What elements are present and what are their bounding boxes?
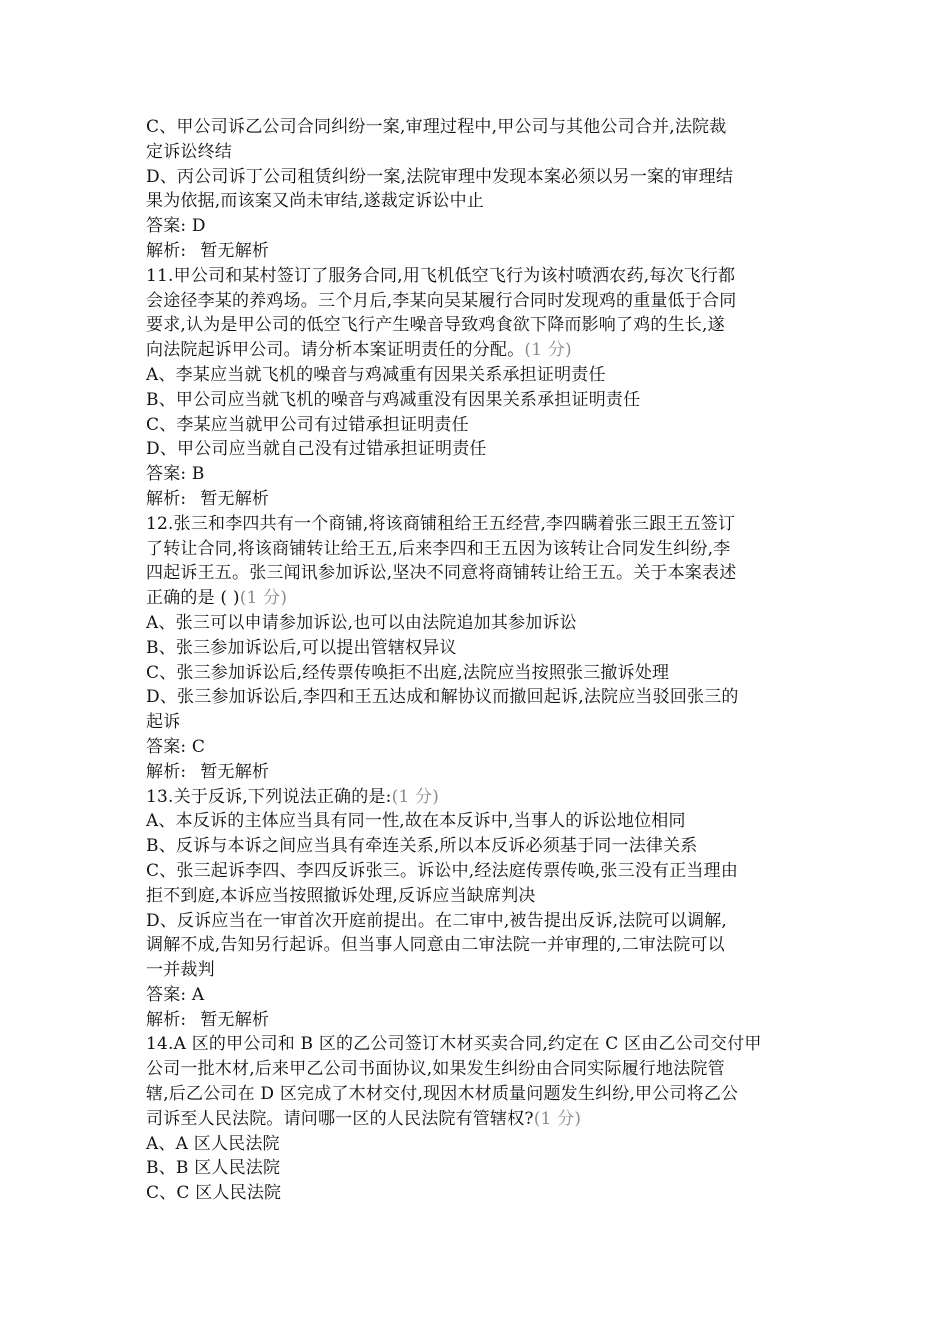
q10-option-c-line-2: 定诉讼终结 xyxy=(146,141,232,162)
q11-stem-line-2: 会途径李某的养鸡场。三个月后,李某向吴某履行合同时发现鸡的重量低于合同 xyxy=(146,290,737,311)
q13-analysis-value: 暂无解析 xyxy=(200,1009,270,1030)
q11-stem-text: 向法院起诉甲公司。请分析本案证明责任的分配。 xyxy=(146,340,525,361)
q14-stem-line-3: 辖,后乙公司在 D 区完成了木材交付,现因木材质量问题发生纠纷,甲公司将乙公 xyxy=(146,1084,739,1105)
q13-option-d-line-3: 一并裁判 xyxy=(146,960,215,981)
q10-option-c-line-1: C、甲公司诉乙公司合同纠纷一案,审理过程中,甲公司与其他公司合并,法院裁 xyxy=(146,117,727,137)
q13-option-c-line-1: C、张三起诉李四、李四反诉张三。诉讼中,经法庭传票传唤,张三没有正当理由 xyxy=(146,860,739,881)
q13-option-b: B、反诉与本诉之间应当具有牵连关系,所以本反诉必须基于同一法律关系 xyxy=(146,836,698,857)
q10-analysis xyxy=(146,239,816,264)
q11-analysis xyxy=(146,487,816,512)
q13-score: (1 分) xyxy=(391,786,440,807)
q12-stem-text: 正确的是 ( ) xyxy=(146,588,240,609)
q13-analysis xyxy=(146,1008,816,1033)
q12-answer: 答案: C xyxy=(146,736,206,757)
q11-option-d: D、甲公司应当就自己没有过错承担证明责任 xyxy=(146,439,487,460)
q11-option-c: C、李某应当就甲公司有过错承担证明责任 xyxy=(146,414,469,435)
q13-option-a: A、本反诉的主体应当具有同一性,故在本反诉中,当事人的诉讼地位相同 xyxy=(146,811,686,832)
q11-stem-line-3: 要求,认为是甲公司的低空飞行产生噪音导致鸡食欲下降而影响了鸡的生长,遂 xyxy=(146,315,725,336)
q10-answer: 答案: D xyxy=(146,216,206,237)
q13-option-d-line-1: D、反诉应当在一审首次开庭前提出。在二审中,被告提出反诉,法院可以调解, xyxy=(146,910,728,931)
q12-stem-line-2: 了转让合同,将该商铺转让给王五,后来李四和王五因为该转让合同发生纠纷,李 xyxy=(146,538,731,559)
q14-option-a: A、A 区人民法院 xyxy=(146,1133,280,1154)
q11-option-a: A、李某应当就飞机的噪音与鸡减重有因果关系承担证明责任 xyxy=(146,364,606,385)
q14-stem-line-4 xyxy=(146,1107,816,1132)
q13-answer: 答案: A xyxy=(146,984,205,1005)
q12-option-d-line-1: D、张三参加诉讼后,李四和王五达成和解协议而撤回起诉,法院应当驳回张三的 xyxy=(146,687,739,708)
q11-stem-line-4 xyxy=(146,338,816,363)
q11-analysis-label: 解析: xyxy=(146,488,187,509)
q12-stem-line-4 xyxy=(146,586,816,611)
q12-option-b: B、张三参加诉讼后,可以提出管辖权异议 xyxy=(146,637,457,658)
q12-option-d-line-2: 起诉 xyxy=(146,712,181,733)
q13-option-c-line-2: 拒不到庭,本诉应当按照撤诉处理,反诉应当缺席判决 xyxy=(146,885,536,906)
q12-stem-line-1: 12.张三和李四共有一个商铺,将该商铺租给王五经营,李四瞒着张三跟王五签订 xyxy=(146,513,736,534)
q12-analysis-value: 暂无解析 xyxy=(200,761,270,782)
q12-option-c: C、张三参加诉讼后,经传票传唤拒不出庭,法院应当按照张三撤诉处理 xyxy=(146,662,670,683)
q12-option-a: A、张三可以申请参加诉讼,也可以由法院追加其参加诉讼 xyxy=(146,612,577,633)
q13-option-d-line-2: 调解不成,告知另行起诉。但当事人同意由二审法院一并审理的,二审法院可以 xyxy=(146,935,725,956)
q11-answer: 答案: B xyxy=(146,464,205,485)
q14-option-b: B、B 区人民法院 xyxy=(146,1158,281,1179)
q14-stem-line-1: 14.A 区的甲公司和 B 区的乙公司签订木材买卖合同,约定在 C 区由乙公司交付甲 xyxy=(146,1034,762,1055)
q12-analysis xyxy=(146,760,816,785)
q13-analysis-label: 解析: xyxy=(146,1009,187,1030)
q12-analysis-label: 解析: xyxy=(146,761,187,782)
q10-option-d-line-1: D、丙公司诉丁公司租赁纠纷一案,法院审理中发现本案必须以另一案的审理结 xyxy=(146,166,734,187)
q14-stem-line-2: 公司一批木材,后来甲乙公司书面协议,如果发生纠纷由合同实际履行地法院管 xyxy=(146,1059,725,1080)
q14-stem-text: 司诉至人民法院。请问哪一区的人民法院有管辖权? xyxy=(146,1108,534,1129)
q10-option-d-line-2: 果为依据,而该案又尚未审结,遂裁定诉讼中止 xyxy=(146,191,485,212)
q13-stem xyxy=(146,785,816,810)
q11-stem-line-1: 11.甲公司和某村签订了服务合同,用飞机低空飞行为该村喷洒农药,每次飞行都 xyxy=(146,265,736,286)
q12-score: (1 分) xyxy=(239,588,288,609)
q10-analysis-label: 解析: xyxy=(146,240,187,261)
question-content xyxy=(146,115,816,1206)
q12-stem-line-3: 四起诉王五。张三闻讯参加诉讼,坚决不同意将商铺转让给王五。关于本案表述 xyxy=(146,563,737,584)
q11-score: (1 分) xyxy=(524,340,572,361)
q13-stem-text: 13.关于反诉,下列说法正确的是: xyxy=(146,786,392,807)
q10-analysis-value: 暂无解析 xyxy=(200,240,270,261)
q11-option-b: B、甲公司应当就飞机的噪音与鸡减重没有因果关系承担证明责任 xyxy=(146,389,641,410)
q14-score: (1 分) xyxy=(533,1108,582,1129)
q14-option-c: C、C 区人民法院 xyxy=(146,1183,282,1204)
q11-analysis-value: 暂无解析 xyxy=(200,488,270,509)
